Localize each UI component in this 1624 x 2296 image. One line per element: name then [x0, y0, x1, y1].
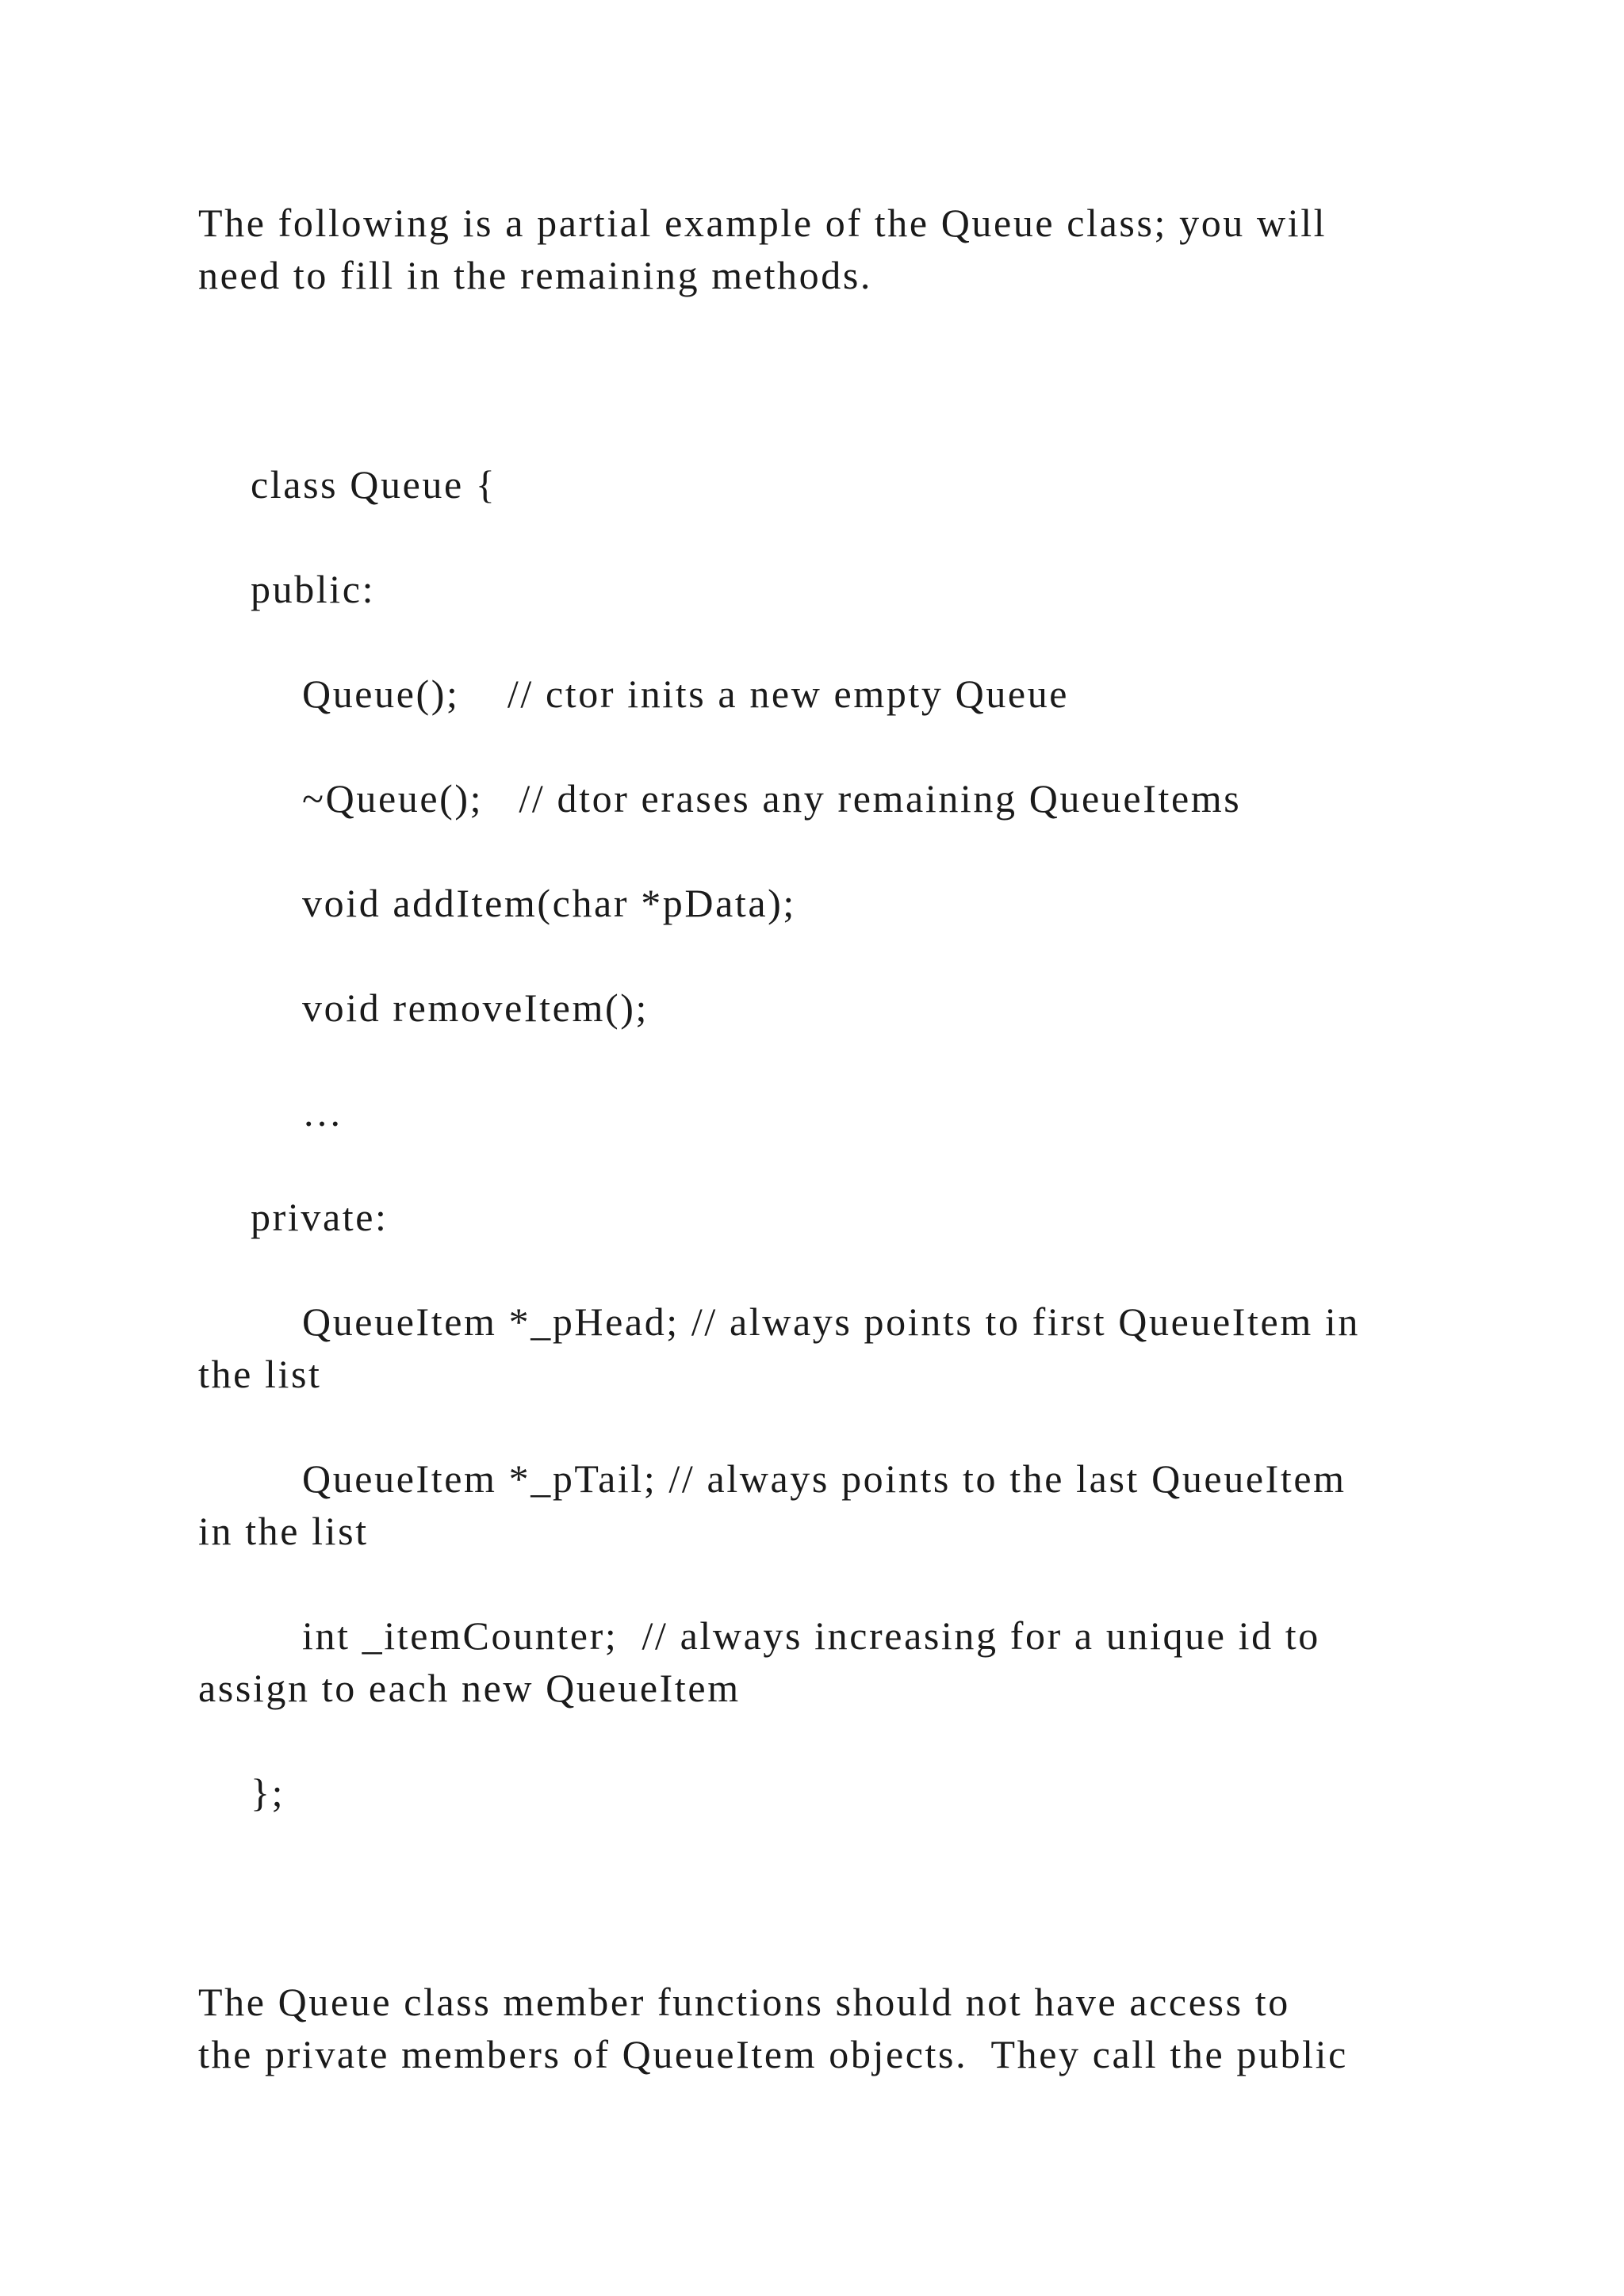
code-counter-line-2: assign to each new QueueItem	[198, 1666, 741, 1710]
code-phead-line-2: the list	[198, 1352, 322, 1396]
intro-text-line-2: need to fill in the remaining methods.	[198, 253, 873, 297]
code-public-label: public:	[251, 567, 376, 611]
closing-text-line-1: The Queue class member functions should not have access to	[198, 1980, 1290, 2024]
code-ellipsis: …	[302, 1090, 344, 1135]
code-constructor: Queue(); // ctor inits a new empty Queue	[302, 672, 1070, 716]
code-class-declaration: class Queue {	[251, 462, 497, 507]
code-add-item: void addItem(char *pData);	[302, 881, 796, 925]
code-destructor: ~Queue(); // dtor erases any remaining QueueItems	[302, 776, 1242, 821]
code-ptail-line-1: QueueItem *_pTail; // always points to the last QueueItem	[302, 1456, 1346, 1501]
code-phead-line-1: QueueItem *_pHead; // always points to first QueueItem in	[302, 1299, 1361, 1344]
closing-text-line-2: the private members of QueueItem objects. They call the public	[198, 2032, 1348, 2076]
code-class-close: };	[251, 1770, 285, 1815]
code-counter-line-1: int _itemCounter; // always increasing for a unique id to	[302, 1613, 1320, 1658]
intro-text-line-1: The following is a partial example of the Queue class; you will	[198, 201, 1327, 245]
code-remove-item: void removeItem();	[302, 985, 649, 1030]
code-private-label: private:	[251, 1195, 389, 1239]
code-ptail-line-2: in the list	[198, 1509, 369, 1553]
